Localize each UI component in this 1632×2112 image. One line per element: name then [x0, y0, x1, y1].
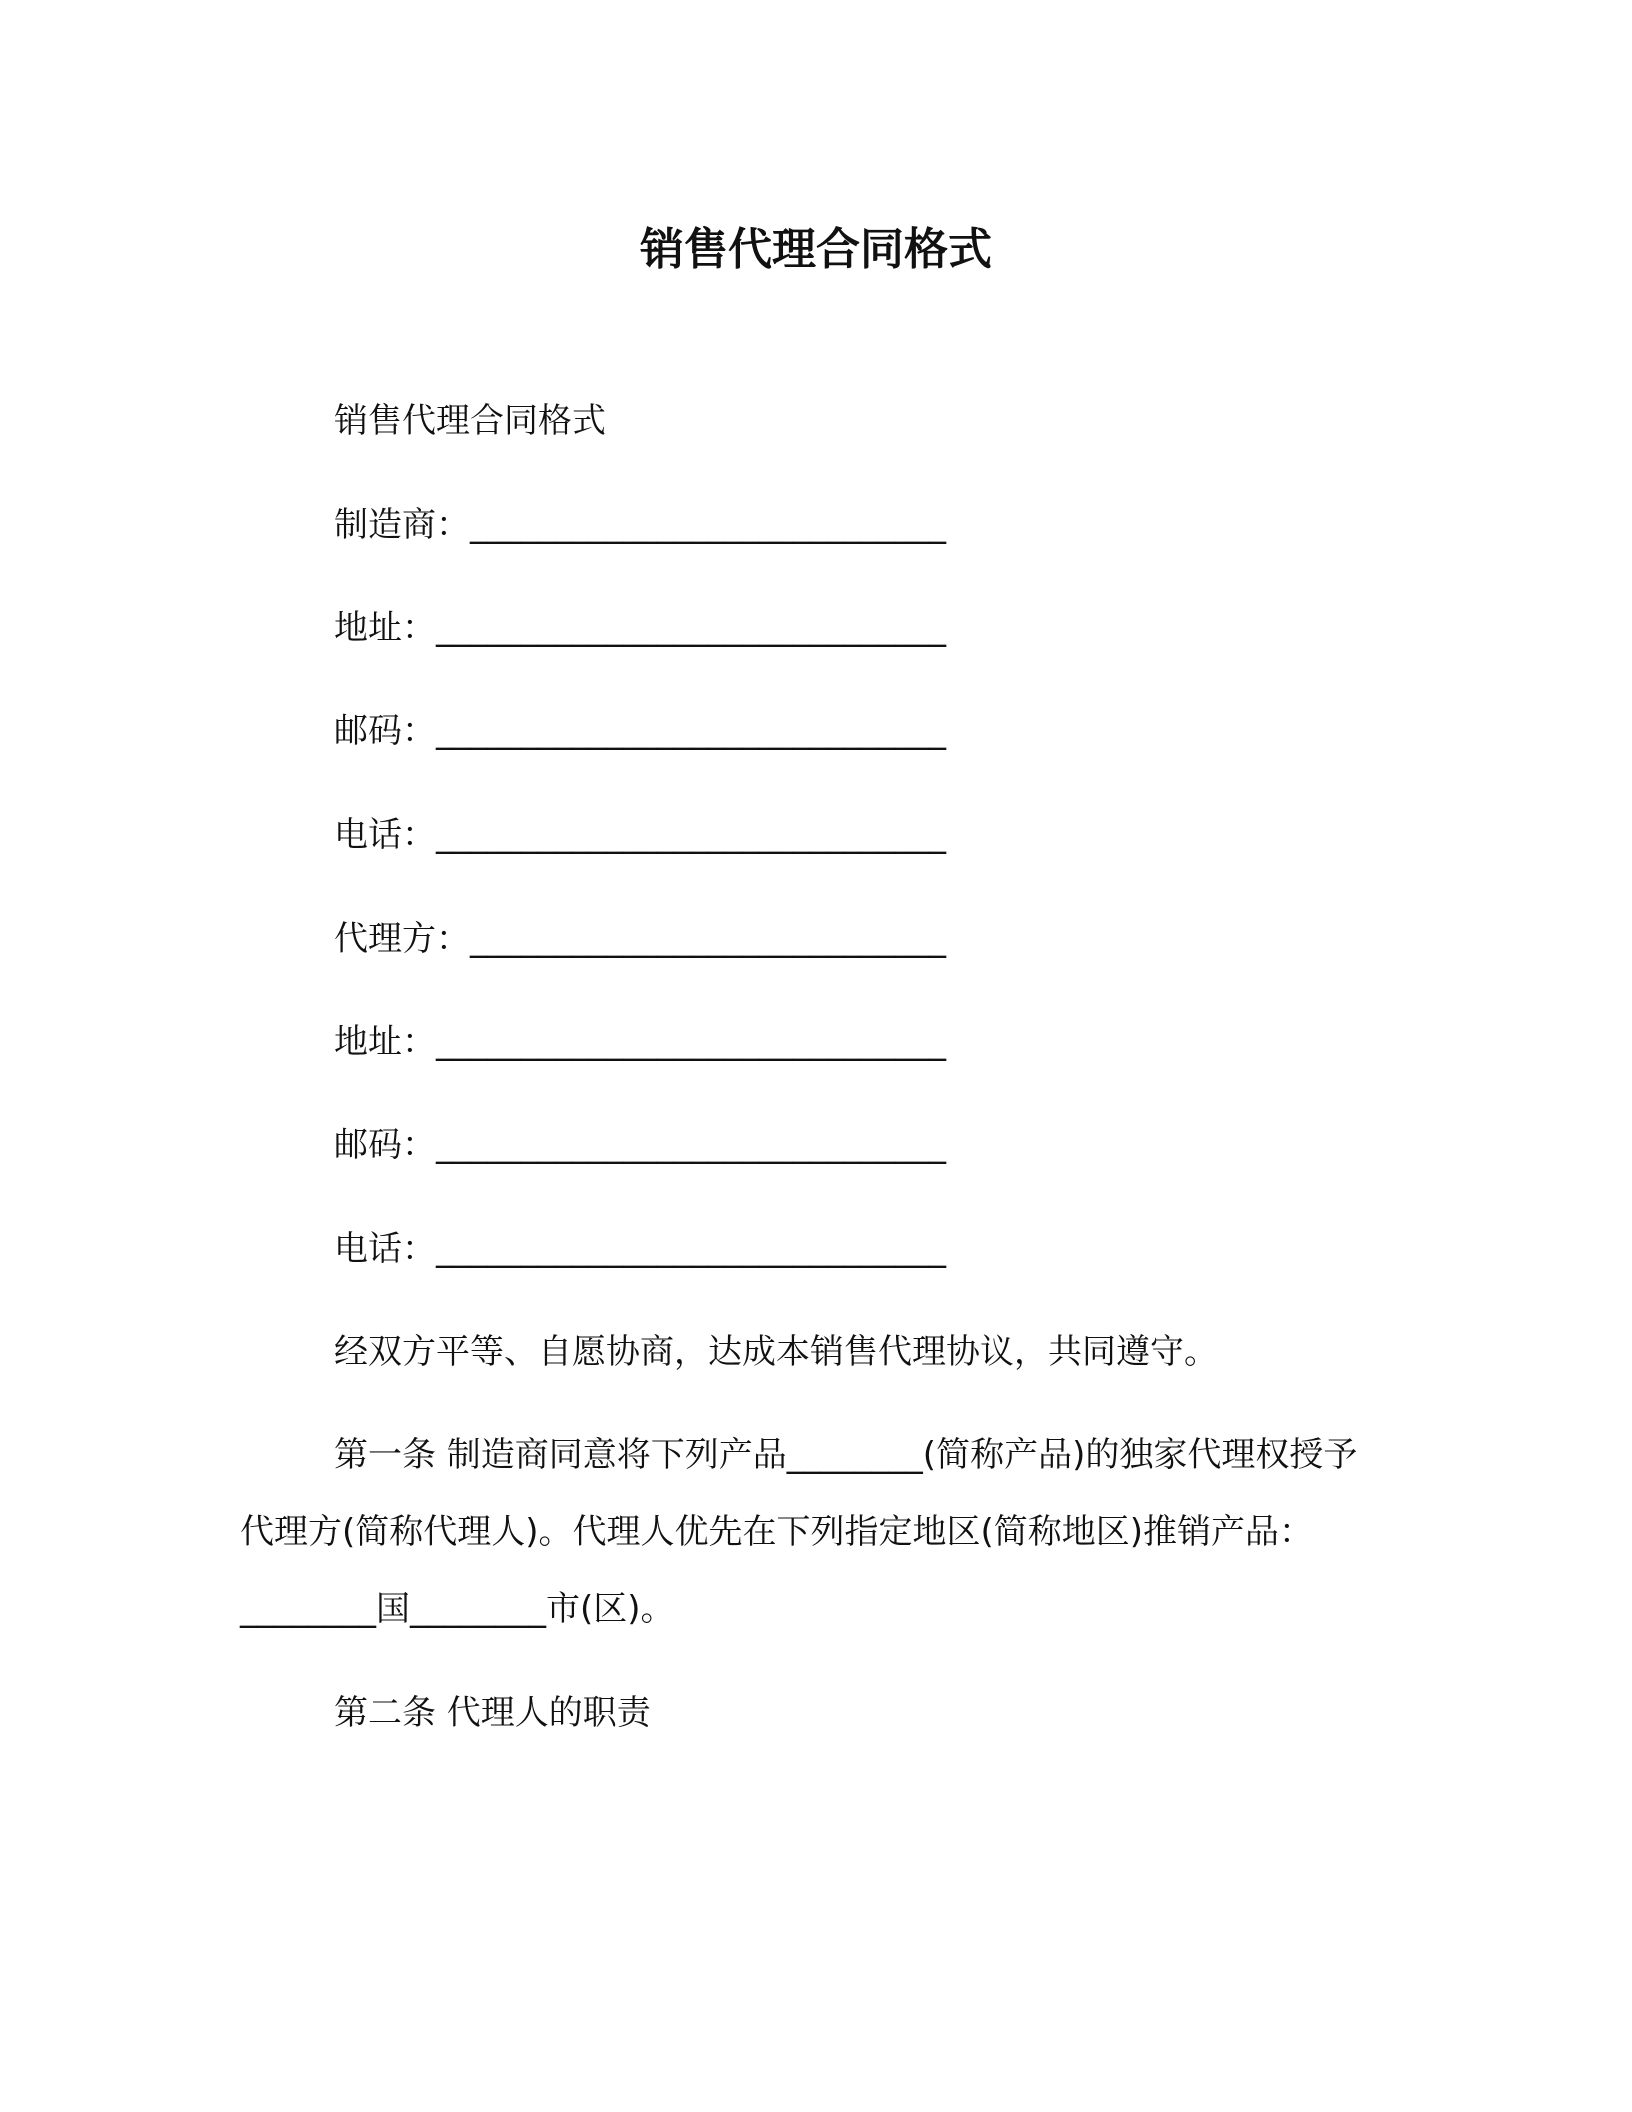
article-1-text: 第一条 制造商同意将下列产品________(简称产品)的独家代理权授予代理方(简称代理人)。代理人优先在下列指定地区(简称地区)推销产品：________国________市(区)。: [240, 1435, 1358, 1629]
intro-paragraph: 经双方平等、自愿协商，达成本销售代理协议，共同遵守。: [334, 1332, 1218, 1372]
field-label: 邮码：: [334, 1125, 436, 1165]
field-label: 代理方：: [334, 919, 470, 959]
field-manufacturer: [334, 502, 946, 548]
field-label: 电话：: [334, 815, 436, 855]
field-blank: ______________________________: [436, 815, 946, 855]
field-agent-postcode: [334, 1122, 946, 1168]
field-label: 地址：: [334, 1022, 436, 1062]
field-label: 邮码：: [334, 711, 436, 751]
field-blank: ______________________________: [436, 1125, 946, 1165]
field-blank: ______________________________: [436, 608, 946, 648]
document-subtitle: 销售代理合同格式: [334, 401, 606, 441]
field-blank: ______________________________: [436, 711, 946, 751]
field-blank: ____________________________: [470, 505, 946, 545]
field-agent-address: [334, 1019, 946, 1065]
field-manufacturer-phone: [334, 812, 946, 858]
field-manufacturer-address: [334, 605, 946, 651]
field-label: 电话：: [334, 1229, 436, 1269]
field-agent: [334, 916, 946, 962]
field-agent-phone: [334, 1226, 946, 1272]
document-title: 销售代理合同格式: [640, 224, 992, 275]
field-label: 地址：: [334, 608, 436, 648]
article-1-paragraph: [240, 1417, 1380, 1648]
field-blank: ______________________________: [436, 1229, 946, 1269]
field-blank: ____________________________: [470, 919, 946, 959]
field-label: 制造商：: [334, 505, 470, 545]
field-blank: ______________________________: [436, 1022, 946, 1062]
field-manufacturer-postcode: [334, 708, 946, 754]
article-2-heading: 第二条 代理人的职责: [334, 1693, 651, 1733]
